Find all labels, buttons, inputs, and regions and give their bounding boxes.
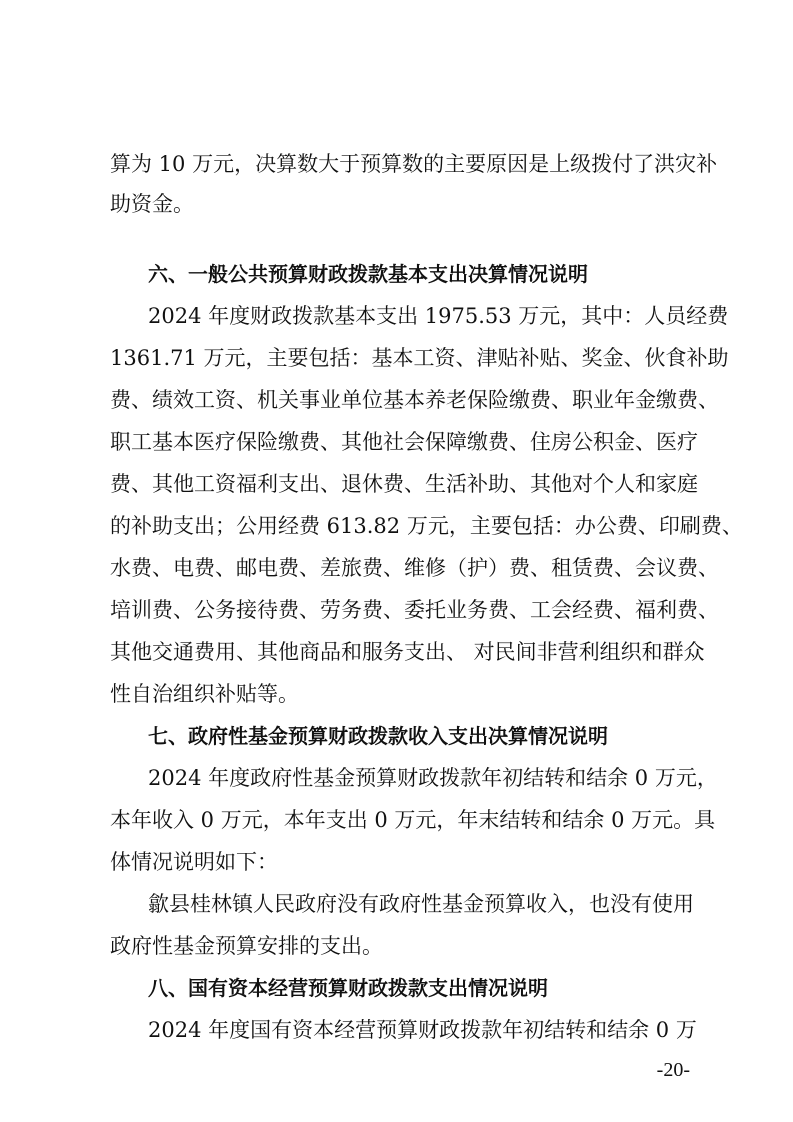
paragraph-line: 培训费、公务接待费、劳务费、委托业务费、工会经费、福利费、 bbox=[110, 598, 719, 622]
paragraph-line: 2024 年度政府性基金预算财政拨款年初结转和结余 0 万元， bbox=[148, 766, 718, 790]
paragraph-line: 1361.71 万元，主要包括：基本工资、津贴补贴、奖金、伙食补助 bbox=[110, 346, 729, 370]
section-heading: 七、政府性基金预算财政拨款收入支出决算情况说明 bbox=[148, 724, 608, 748]
paragraph-line: 水费、电费、邮电费、差旅费、维修（护）费、租赁费、会议费、 bbox=[110, 556, 719, 580]
page-number: -20- bbox=[656, 1059, 690, 1081]
paragraph-line: 费、其他工资福利支出、退休费、生活补助、其他对个人和家庭 bbox=[110, 472, 698, 496]
paragraph-line: 性自治组织补贴等。 bbox=[110, 682, 299, 706]
paragraph-line: 2024 年度国有资本经营预算财政拨款年初结转和结余 0 万 bbox=[148, 1018, 697, 1042]
section-heading: 八、国有资本经营预算财政拨款支出情况说明 bbox=[148, 976, 548, 1000]
section-heading: 六、一般公共预算财政拨款基本支出决算情况说明 bbox=[148, 262, 588, 286]
paragraph-line: 歙县桂林镇人民政府没有政府性基金预算收入，也没有使用 bbox=[148, 892, 694, 916]
paragraph-line: 其他交通费用、其他商品和服务支出、 对民间非营利组织和群众 bbox=[110, 640, 705, 664]
paragraph-line: 算为 10 万元，决算数大于预算数的主要原因是上级拨付了洪灾补 bbox=[110, 152, 718, 176]
paragraph-line: 政府性基金预算安排的支出。 bbox=[110, 934, 383, 958]
paragraph-line: 助资金。 bbox=[110, 192, 194, 216]
paragraph-line: 费、绩效工资、机关事业单位基本养老保险缴费、职业年金缴费、 bbox=[110, 388, 719, 412]
paragraph-line: 2024 年度财政拨款基本支出 1975.53 万元，其中：人员经费 bbox=[148, 304, 729, 328]
paragraph-line: 本年收入 0 万元，本年支出 0 万元，年末结转和结余 0 万元。具 bbox=[110, 808, 716, 832]
paragraph-line: 的补助支出；公用经费 613.82 万元，主要包括：办公费、印刷费、 bbox=[110, 514, 743, 538]
paragraph-line: 体情况说明如下： bbox=[110, 850, 278, 874]
paragraph-line: 职工基本医疗保险缴费、其他社会保障缴费、住房公积金、医疗 bbox=[110, 430, 698, 454]
